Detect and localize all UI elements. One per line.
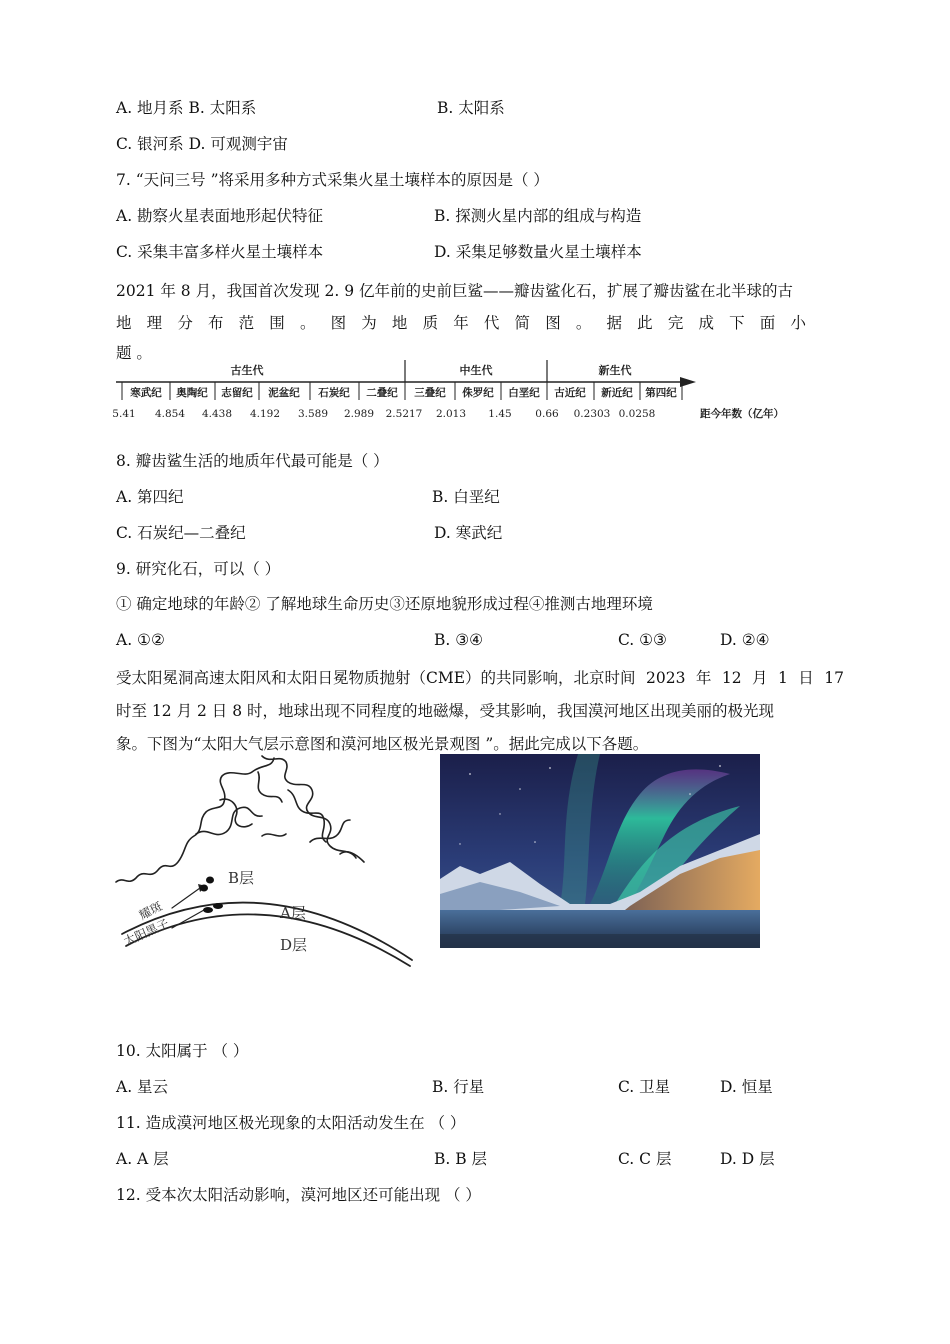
age-tick: 2.013 bbox=[435, 408, 467, 420]
q6-option-ab: A. 地月系 B. 太阳系 bbox=[116, 99, 257, 117]
q12-stem: 12. 受本次太阳活动影响，漠河地区还可能出现 （ ） bbox=[116, 1186, 481, 1204]
flare-dot bbox=[200, 885, 208, 892]
passage2-line1: 受太阳冕洞高速太阳风和太阳日冕物质抛射（CME）的共同影响，北京时间 2023 年 12 月 1 日 17 bbox=[116, 669, 844, 687]
q11-option-c: C. C 层 bbox=[618, 1150, 672, 1168]
q7-option-d: D. 采集足够数量火星土壤样本 bbox=[434, 243, 642, 261]
q8-option-b: B. 白垩纪 bbox=[432, 488, 500, 506]
q8-option-c: C. 石炭纪—二叠纪 bbox=[116, 524, 246, 542]
era-paleozoic: 古生代 bbox=[230, 364, 264, 377]
q10-option-c: C. 卫星 bbox=[618, 1078, 671, 1096]
q9-option-b: B. ③④ bbox=[434, 631, 484, 649]
axis-label: 距今年数（亿年） bbox=[700, 408, 784, 420]
flare-dot bbox=[206, 877, 214, 884]
q9-option-d: D. ②④ bbox=[720, 631, 770, 649]
q11-option-b: B. B 层 bbox=[434, 1150, 488, 1168]
age-tick: 5.41 bbox=[112, 408, 136, 420]
label-sunspot: 太阳黑子 bbox=[121, 916, 172, 949]
q9-items: ① 确定地球的年龄② 了解地球生命历史③还原地貌形成过程④推测古地理环境 bbox=[116, 595, 653, 613]
period-ordovician: 奥陶纪 bbox=[176, 387, 208, 399]
age-tick: 4.438 bbox=[201, 408, 233, 420]
age-tick: 4.192 bbox=[249, 408, 281, 420]
period-quaternary: 第四纪 bbox=[645, 387, 677, 399]
q10-option-d: D. 恒星 bbox=[720, 1078, 773, 1096]
era-cenozoic: 新生代 bbox=[598, 364, 632, 377]
q6-option-b: B. 太阳系 bbox=[437, 99, 505, 117]
corona-outline bbox=[116, 758, 274, 882]
period-carboniferous: 石炭纪 bbox=[318, 387, 350, 399]
sun-atmosphere-diagram bbox=[112, 750, 417, 970]
label-a-layer: A层 bbox=[280, 904, 306, 922]
age-tick: 4.854 bbox=[154, 408, 186, 420]
age-tick: 2.989 bbox=[343, 408, 375, 420]
q8-option-a: A. 第四纪 bbox=[116, 488, 184, 506]
q6-option-cd: C. 银河系 D. 可观测宇宙 bbox=[116, 135, 288, 153]
label-flare: 耀斑 bbox=[136, 899, 165, 923]
period-paleogene: 古近纪 bbox=[554, 387, 586, 399]
passage2-line3: 象。下图为“太阳大气层示意图和漠河地区极光景观图 ”。据此完成以下各题。 bbox=[116, 735, 649, 753]
q8-option-d: D. 寒武纪 bbox=[434, 524, 503, 542]
aurora-photo bbox=[440, 754, 760, 948]
sunspot bbox=[203, 907, 213, 913]
q10-option-b: B. 行星 bbox=[432, 1078, 485, 1096]
q7-option-a: A. 勘察火星表面地形起伏特征 bbox=[116, 207, 324, 225]
q8-stem: 8. 瓣齿鲨生活的地质年代最可能是（ ） bbox=[116, 452, 389, 470]
period-neogene: 新近纪 bbox=[601, 387, 633, 399]
age-tick: 2.5217 bbox=[385, 408, 423, 420]
corona-outline bbox=[262, 756, 356, 858]
sunspot bbox=[213, 903, 223, 909]
q11-option-a: A. A 层 bbox=[116, 1150, 169, 1168]
passage1-line3: 题 。 bbox=[116, 344, 152, 362]
period-devonian: 泥盆纪 bbox=[268, 387, 300, 399]
age-tick: 0.2303 bbox=[573, 408, 611, 420]
label-d-layer: D层 bbox=[280, 936, 308, 954]
period-silurian: 志留纪 bbox=[221, 387, 253, 399]
passage1-line1: 2021 年 8 月，我国首次发现 2. 9 亿年前的史前巨鲨——瓣齿鲨化石，扩展了瓣齿鲨在北半球的古 bbox=[116, 282, 794, 300]
period-triassic: 三叠纪 bbox=[414, 387, 446, 399]
q11-option-d: D. D 层 bbox=[720, 1150, 775, 1168]
photosphere-inner-arc bbox=[126, 914, 410, 966]
era-mesozoic: 中生代 bbox=[459, 364, 493, 377]
period-permian: 二叠纪 bbox=[366, 387, 398, 399]
q9-stem: 9. 研究化石，可以（ ） bbox=[116, 560, 281, 578]
q7-option-b: B. 探测火星内部的组成与构造 bbox=[434, 207, 642, 225]
label-b-layer: B层 bbox=[228, 869, 255, 887]
period-cambrian: 寒武纪 bbox=[130, 387, 162, 399]
age-tick: 1.45 bbox=[488, 408, 512, 420]
age-tick: 0.0258 bbox=[618, 408, 656, 420]
age-tick: 0.66 bbox=[535, 408, 559, 420]
period-cretaceous: 白垩纪 bbox=[508, 387, 540, 399]
q7-stem: 7. “天问三号 ”将采用多种方式采集火星土壤样本的原因是（ ） bbox=[116, 171, 549, 189]
passage1-line2: 地 理 分 布 范 围 。 图 为 地 质 年 代 简 图 。 据 此 完 成 下 面 小 bbox=[116, 314, 806, 332]
q9-option-a: A. ①② bbox=[116, 631, 165, 649]
q9-option-c: C. ①③ bbox=[618, 631, 667, 649]
q10-option-a: A. 星云 bbox=[116, 1078, 169, 1096]
passage2-line2: 时至 12 月 2 日 8 时，地球出现不同程度的地磁爆，受其影响，我国漠河地区出现美丽的极光现 bbox=[116, 702, 775, 720]
q7-option-c: C. 采集丰富多样火星土壤样本 bbox=[116, 243, 324, 261]
q11-stem: 11. 造成漠河地区极光现象的太阳活动发生在 （ ） bbox=[116, 1114, 466, 1132]
q10-stem: 10. 太阳属于 （ ） bbox=[116, 1042, 249, 1060]
period-jurassic: 侏罗纪 bbox=[462, 387, 494, 399]
age-tick: 3.589 bbox=[297, 408, 329, 420]
geologic-timeline bbox=[112, 358, 784, 424]
